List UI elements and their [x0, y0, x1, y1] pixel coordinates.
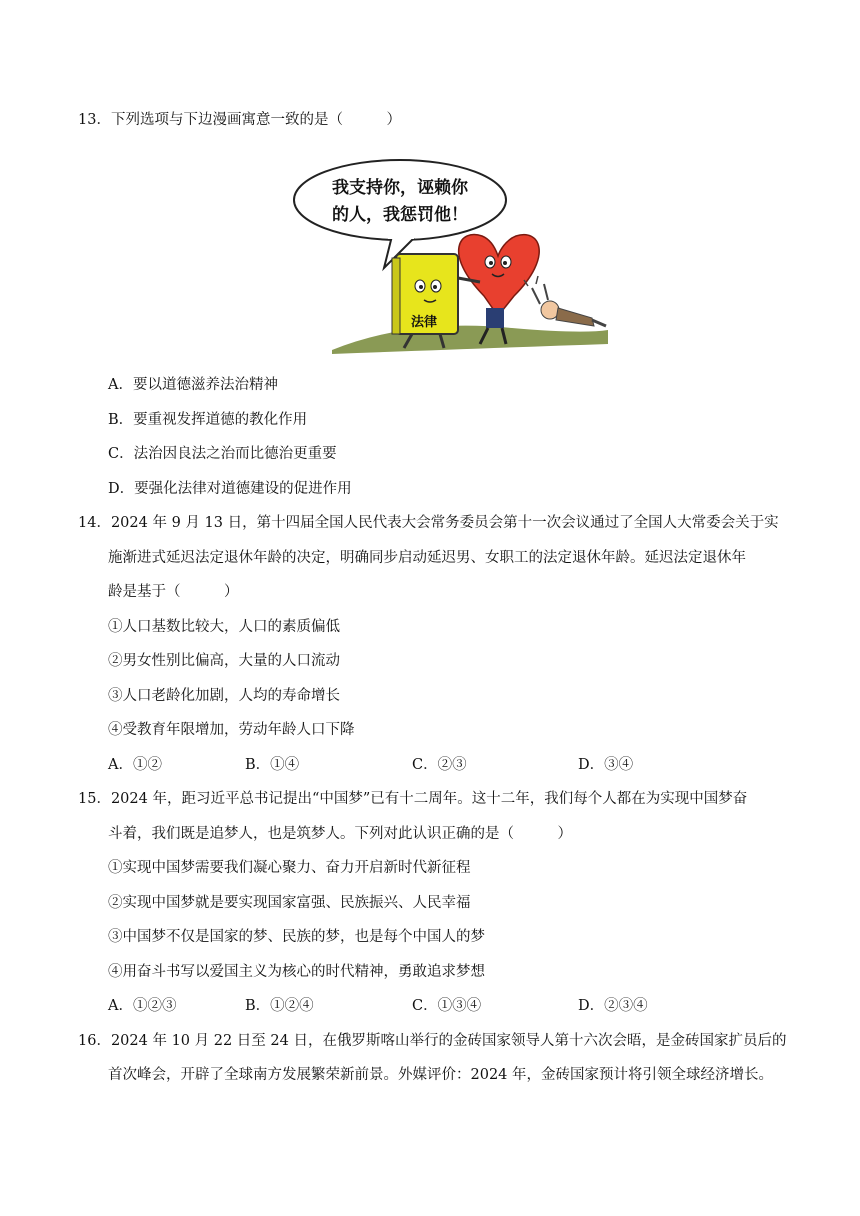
question-16-stem-line-2: 首次峰会，开辟了全球南方发展繁荣新前景。外媒评价：2024 年，金砖国家预计将引领全球经济增长。 [108, 1067, 774, 1083]
question-13-stem: 13．下列选项与下边漫画寓意一致的是（ ） [78, 112, 401, 128]
q15-item-4: ④用奋斗书写以爱国主义为核心的时代精神，勇敢追求梦想 [108, 964, 485, 980]
ground [332, 326, 608, 354]
q14-choice-c: C．②③ [412, 757, 467, 773]
q15-choice-c: C．①③④ [412, 998, 482, 1014]
q14-item-3: ③人口老龄化加剧，人均的寿命增长 [108, 688, 340, 704]
speech-bubble [294, 160, 506, 240]
q14-choice-d: D．③④ [578, 757, 634, 773]
q14-choice-a: A．①② [108, 757, 162, 773]
q15-choice-d: D．②③④ [578, 998, 648, 1014]
fallen-person [524, 276, 606, 326]
question-14-stem-line-3: 龄是基于（ ） [108, 584, 239, 600]
q15-choices [108, 996, 748, 1016]
q13-option-c: C．法治因良法之治而比德治更重要 [108, 446, 337, 462]
question-14-stem-line-1: 14．2024 年 9 月 13 日，第十四届全国人民代表大会常务委员会第十一次会议通过了全国人大常委会关于实 [78, 515, 779, 531]
q13-option-d: D．要强化法律对道德建设的促进作用 [108, 481, 352, 497]
q14-item-2: ②男女性别比偏高，大量的人口流动 [108, 653, 340, 669]
q15-item-3: ③中国梦不仅是国家的梦、民族的梦，也是每个中国人的梦 [108, 929, 485, 945]
q15-item-2: ②实现中国梦就是要实现国家富强、民族振兴、人民幸福 [108, 895, 471, 911]
question-16-stem-line-1: 16．2024 年 10 月 22 日至 24 日，在俄罗斯喀山举行的金砖国家领导人第十六次会晤，是金砖国家扩员后的 [78, 1033, 787, 1049]
q14-choices [108, 755, 748, 775]
q15-choice-a: A．①②③ [108, 998, 177, 1014]
q14-item-1: ①人口基数比较大，人口的素质偏低 [108, 619, 340, 635]
q13-option-b: B．要重视发挥道德的教化作用 [108, 412, 308, 428]
book-label: 法律 [410, 315, 438, 330]
speech-line-2: 的人，我惩罚他！ [332, 205, 468, 225]
q15-choice-b: B．①②④ [245, 998, 314, 1014]
q15-item-1: ①实现中国梦需要我们凝心聚力、奋力开启新时代新征程 [108, 860, 471, 876]
q14-item-4: ④受教育年限增加，劳动年龄人口下降 [108, 722, 355, 738]
cartoon-image [292, 158, 610, 358]
speech-line-1: 我支持你，诬赖你 [332, 178, 468, 198]
q13-option-a: A．要以道德滋养法治精神 [108, 377, 278, 393]
question-15-stem-line-2: 斗着，我们既是追梦人，也是筑梦人。下列对此认识正确的是（ ） [108, 826, 572, 842]
q14-choice-b: B．①④ [245, 757, 300, 773]
question-15-stem-line-1: 15．2024 年，距习近平总书记提出“中国梦”已有十二周年。这十二年，我们每个人都在为实现中国梦奋 [78, 791, 748, 807]
question-14-stem-line-2: 施渐进式延迟法定退休年龄的决定，明确同步启动延迟男、女职工的法定退休年龄。延迟法定退休年 [108, 550, 746, 566]
